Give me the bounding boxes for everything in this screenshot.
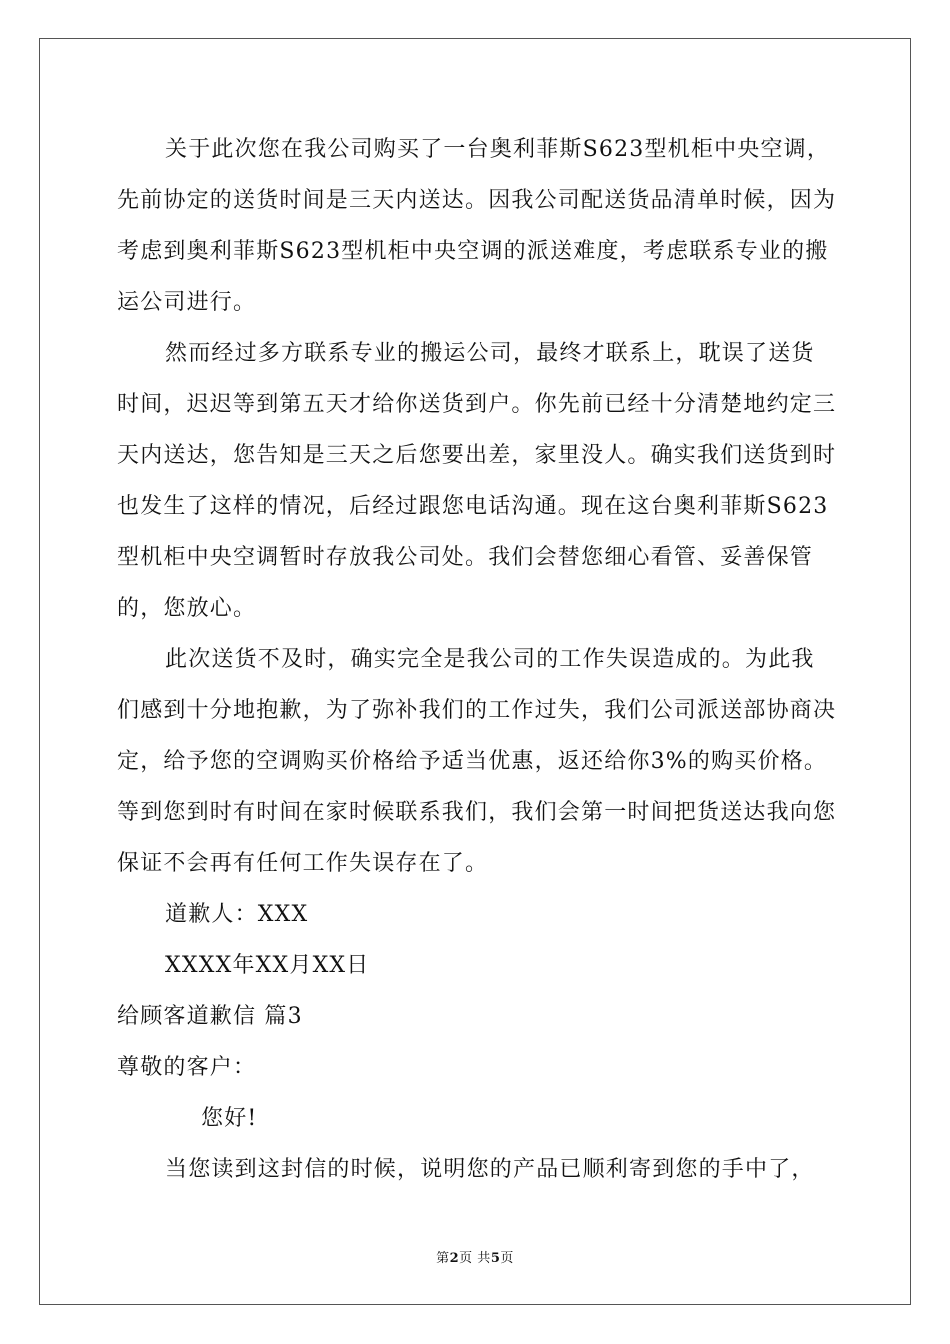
closing-paragraph: 当您读到这封信的时候，说明您的产品已顺利寄到您的手中了， [165,1157,815,1182]
salutation: 尊敬的客户： [117,1055,257,1080]
paragraph-2: 然而经过多方联系专业的搬运公司，最终才联系上，耽误了送货时间，迟迟等到第五天才给你送货到户。你先前已经十分清楚地约定三天内送达，您告知是三天之后您要出差，家里没人。确实我们送货到时也发生了这样的情况，后经过跟您电话沟通。现在这台奥利菲斯S623型机柜中央空调暂时存放我公司处。我们会替您细心看管、妥善保管的，您放心。 [117,341,837,621]
date-line: XXXX年XX月XX日 [165,953,370,978]
page-prefix: 第 [436,1251,450,1266]
page-mid: 页 共 [459,1251,491,1266]
section-title: 给顾客道歉信 篇3 [117,1004,303,1029]
signer-line: 道歉人：XXX [165,902,309,927]
greeting: 您好! [201,1106,258,1131]
paragraph-3: 此次送货不及时，确实完全是我公司的工作失误造成的。为此我们感到十分地抱歉，为了弥补我们的工作过失，我们公司派送部协商决定，给予您的空调购买价格给予适当优惠，返还给你3%的购买价格。等到您到时有时间在家时候联系我们，我们会第一时间把货送达我向您保证不会再有任何工作失误存在了。 [117,647,837,876]
document-body [117,124,837,1195]
current-page-number: 2 [449,1251,460,1266]
page-footer [0,1247,950,1266]
page-suffix: 页 [500,1251,514,1266]
paragraph-1: 关于此次您在我公司购买了一台奥利菲斯S623型机柜中央空调，先前协定的送货时间是三天内送达。因我公司配送货品清单时候，因为考虑到奥利菲斯S623型机柜中央空调的派送难度，考虑联系专业的搬运公司进行。 [117,137,837,315]
total-page-number: 5 [490,1251,501,1266]
